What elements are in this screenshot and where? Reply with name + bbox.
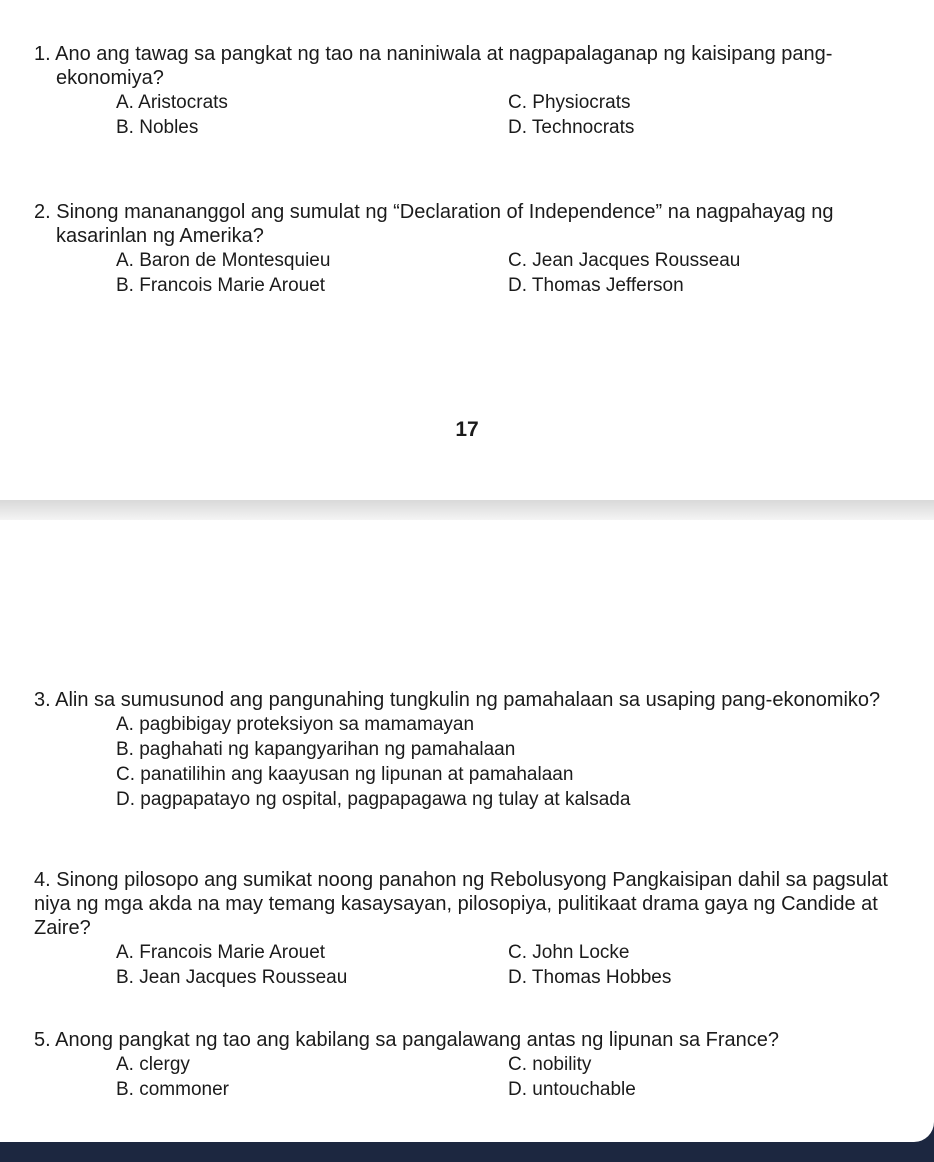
question-1	[34, 42, 914, 140]
choice-5b[interactable]: B. commoner	[116, 1079, 229, 1100]
bottom-bar-corner	[894, 1122, 934, 1142]
question-4	[34, 868, 914, 990]
choice-1a[interactable]: A. Aristocrats	[116, 92, 228, 113]
choice-3c[interactable]: C. panatilihin ang kaayusan ng lipunan at pamahalaan	[116, 764, 574, 785]
choice-2b[interactable]: B. Francois Marie Arouet	[116, 275, 326, 296]
choice-4a[interactable]: A. Francois Marie Arouet	[116, 942, 326, 963]
page-bottom	[0, 520, 934, 1142]
question-3	[34, 688, 914, 812]
page-divider	[0, 500, 934, 520]
choice-2a[interactable]: A. Baron de Montesquieu	[116, 250, 331, 271]
choice-5d[interactable]: D. untouchable	[508, 1079, 636, 1100]
choice-2c[interactable]: C. Jean Jacques Rousseau	[508, 250, 741, 271]
question-1-stem: 1. Ano ang tawag sa pangkat ng tao na naniniwala at nagpapalaganap ng kaisipang pang-ekonomiya?	[34, 43, 833, 89]
choice-1b[interactable]: B. Nobles	[116, 117, 199, 138]
question-3-stem: 3. Alin sa sumusunod ang pangunahing tungkulin ng pamahalaan sa usaping pang-ekonomiko?	[34, 689, 881, 711]
choice-3b[interactable]: B. paghahati ng kapangyarihan ng pamahalaan	[116, 739, 516, 760]
choice-4c[interactable]: C. John Locke	[508, 942, 630, 963]
page-number: 17	[455, 418, 479, 441]
question-2-choices	[116, 248, 914, 298]
question-2-stem: 2. Sinong manananggol ang sumulat ng “Declaration of Independence” na nagpahayag ng kasarinlan ng Amerika?	[34, 201, 834, 247]
question-3-choices	[116, 712, 914, 812]
question-5	[34, 1028, 914, 1102]
question-5-choices	[116, 1052, 914, 1102]
choice-4d[interactable]: D. Thomas Hobbes	[508, 967, 672, 988]
choice-5c[interactable]: C. nobility	[508, 1054, 592, 1075]
question-5-stem: 5. Anong pangkat ng tao ang kabilang sa pangalawang antas ng lipunan sa France?	[34, 1029, 780, 1051]
question-2	[34, 200, 914, 298]
choice-4b[interactable]: B. Jean Jacques Rousseau	[116, 967, 348, 988]
page-top	[0, 0, 934, 500]
choice-1c[interactable]: C. Physiocrats	[508, 92, 631, 113]
question-4-stem: 4. Sinong pilosopo ang sumikat noong panahon ng Rebolusyong Pangkaisipan dahil sa pagsulat niya ng mga akda na may temang kasaysayan, pilosopiya, pulitikaat drama gaya ng Candide at Zaire?	[34, 869, 888, 939]
question-4-choices	[116, 940, 914, 990]
bottom-bar	[0, 1142, 934, 1162]
question-1-choices	[116, 90, 914, 140]
choice-3a[interactable]: A. pagbibigay proteksiyon sa mamamayan	[116, 714, 475, 735]
choice-3d[interactable]: D. pagpapatayo ng ospital, pagpapagawa ng tulay at kalsada	[116, 789, 631, 810]
choice-2d[interactable]: D. Thomas Jefferson	[508, 275, 684, 296]
choice-1d[interactable]: D. Technocrats	[508, 117, 635, 138]
choice-5a[interactable]: A. clergy	[116, 1054, 190, 1075]
